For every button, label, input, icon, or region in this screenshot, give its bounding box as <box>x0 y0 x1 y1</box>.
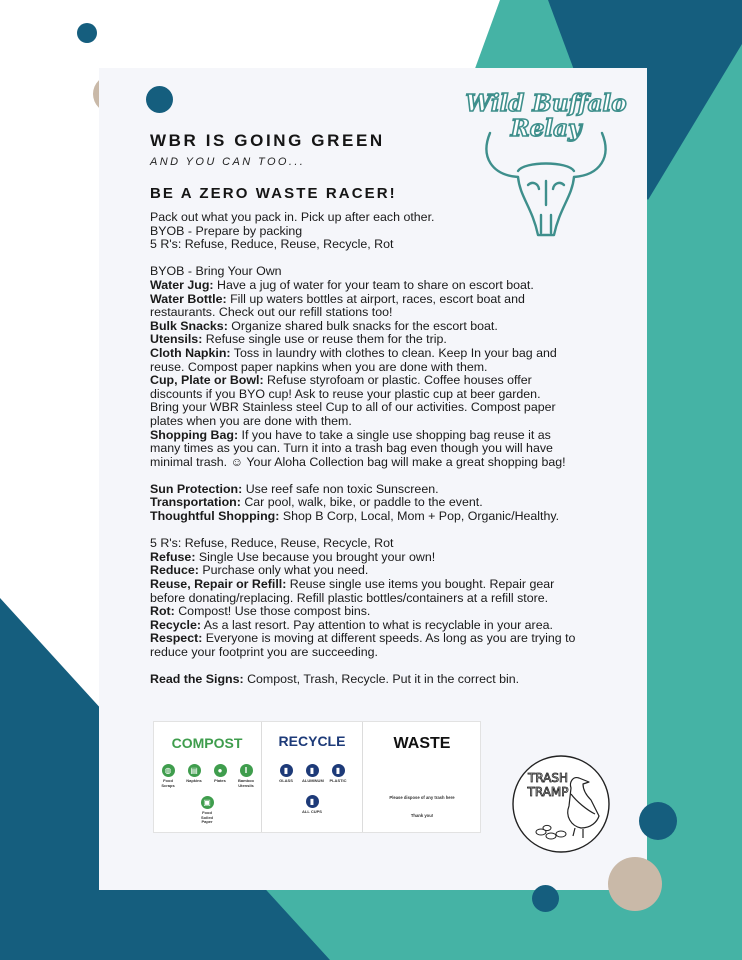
rs-item-reuse: Reuse, Repair or Refill: Reuse single use items you bought. Repair gear <box>150 577 555 592</box>
trash-tramp-logo <box>511 754 611 854</box>
byob-item-utensils: Utensils: Refuse single use or reuse them for the trip. <box>150 332 447 347</box>
decor-dot-navy-top <box>146 86 173 113</box>
byob-item-bulk-snacks: Bulk Snacks: Organize shared bulk snacks for the escort boat. <box>150 318 498 333</box>
logo-line2: Relay <box>510 115 582 142</box>
glass-bottle-icon: ▮ <box>280 764 293 777</box>
byob-heading: BYOB - Bring Your Own <box>150 264 282 279</box>
section-heading: BE A ZERO WASTE RACER! <box>150 185 397 202</box>
decor-dot-navy-bottom <box>639 802 677 840</box>
rs-heading: 5 R's: Refuse, Reduce, Reuse, Recycle, Rot <box>150 536 394 551</box>
byob-item-cup-plate-bowl: Cup, Plate or Bowl: Refuse styrofoam or plastic. Coffee houses offer <box>150 373 532 388</box>
decor-dot-navy-small-bottom <box>532 885 559 912</box>
trash-tramp-line1: TRASH <box>527 771 569 785</box>
intro-line: BYOB - Prepare by packing <box>150 223 303 238</box>
intro-line: Pack out what you pack in. Pick up after each other. <box>150 210 435 224</box>
decor-dot-tan-bottom <box>608 857 662 911</box>
food-scraps-icon: ◍ <box>162 764 175 777</box>
compost-title: COMPOST <box>171 735 243 751</box>
trash-tramp-line2: TRAMP <box>527 785 569 799</box>
waste-note: Please dispose of any trash here <box>389 795 455 800</box>
waste-title: WASTE <box>393 735 451 752</box>
aluminum-can-icon: ▮ <box>306 764 319 777</box>
byob-item-shopping-bag: Shopping Bag: If you have to take a single use shopping bag reuse it as <box>150 427 551 442</box>
waste-sign <box>362 722 481 832</box>
plastic-bottle-icon: ▮ <box>332 764 345 777</box>
recycle-sign: RECYCLE ▮ GLASS ▮ ALUMINUM ▮ PLASTIC ▮ ALL CUPS <box>261 722 362 832</box>
byob-item-water-jug: Water Jug: Have a jug of water for your team to share on escort boat. <box>150 277 534 292</box>
rs-item-respect: Respect: Everyone is moving at different speeds. As long as you are trying to <box>150 631 576 646</box>
intro-line: 5 R's: Refuse, Reduce, Reuse, Recycle, Rot <box>150 237 394 252</box>
rs-item-rot: Rot: Compost! Use those compost bins. <box>150 604 371 619</box>
bin-signage <box>153 721 481 833</box>
decor-dot-navy-small <box>77 23 97 43</box>
rs-item-reduce: Reduce: Purchase only what you need. <box>150 563 369 578</box>
utensils-icon: ‖ <box>240 764 253 777</box>
byob-item-water-bottle: Water Bottle: Fill up waters bottles at airport, races, escort boat and <box>150 291 525 306</box>
extra-transportation: Transportation: Car pool, walk, bike, or paddle to the event. <box>150 495 483 510</box>
extra-thoughtful-shopping: Thoughtful Shopping: Shop B Corp, Local, Mom + Pop, Organic/Healthy. <box>150 509 560 524</box>
cup-icon: ▮ <box>306 795 319 808</box>
plates-icon: ● <box>214 764 227 777</box>
food-soiled-paper-icon: ▣ <box>201 796 214 809</box>
compost-sign: COMPOST ◍ Food Scraps ▤ Napkins ● Plates ‖ Bamboo Utensils ▣ Food Soiled Paper <box>154 722 260 832</box>
rs-item-recycle: Recycle: As a last resort. Pay attention to what is recyclable in your area. <box>150 617 553 632</box>
rs-item-refuse: Refuse: Single Use because you brought your own! <box>150 549 436 564</box>
byob-item-cloth-napkin: Cloth Napkin: Toss in laundry with clothes to clean. Keep In your bag and <box>150 345 557 360</box>
page-title: WBR IS GOING GREEN <box>150 131 385 150</box>
recycle-title: RECYCLE <box>278 733 346 749</box>
napkins-icon: ▤ <box>188 764 201 777</box>
waste-thanks: Thank you! <box>410 813 434 818</box>
read-the-signs: Read the Signs: Compost, Trash, Recycle. Put it in the correct bin. <box>150 672 520 687</box>
page-subtitle: AND YOU CAN TOO... <box>150 156 306 168</box>
logo-line1: Wild Buffalo <box>465 90 627 117</box>
body-text: Pack out what you pack in. Pick up after each other. BYOB - Prepare by packing 5 R's: Refuse, Reduce, Reuse, Recycle, Rot BYOB - Bring Your Own Water Jug: Have a jug of water for your team to share on escort boat. Water Bottle: Fill up waters bottles at airport, races, escort boat and restaurants. Check out our refill stations too! Bulk Snacks: Organize shared bulk snacks for the escort boat. Utensils: Refuse single use or reuse them for the trip. Cloth Napkin: Toss in laundry with clothes to clean. Keep In your bag and reuse. Compost paper napkins when you are done with them. Cup, Plate or Bowl: Refuse styrofoam or plastic. Coffee houses offer discounts if you BYO cup! Ask to reuse your plastic cup at beer garden. Bring your WBR Stainless steel Cup to all of our activities. Compost paper plates when you are done with them. Shopping Bag: If you have to take a single use shopping bag reuse it as many times as you can. Turn it into a trash bag even though you will have minimal trash. ☺ Your Aloha Collection bag will make a great shopping bag! Sun Protection: Use reef safe non toxic Sunscreen. Transportation: Car pool, walk, bike, or paddle to the event. Thoughtful Shopping: Shop B Corp, Local, Mom + Pop, Organic/Healthy. 5 R's: Refuse, Reduce, Reuse, Recycle, Rot Refuse: Single Use because you brought your own! Reduce: Purchase only what you need. Reuse, Repair or Refill: Reuse single use items you bought. Repair gear before donating/replacing. Refill plastic bottles/containers at a refill store. Rot: Compost! Use those compost bins. Recycle: As a last resort. Pay attention to what is recyclable in your area. Respect: Everyone is moving at different speeds. As long as you are trying to reduce your footprint you are succeeding. Read the Signs: Compost, Trash, Recycle. Put it in the correct bin. <box>150 211 620 687</box>
extra-sun-protection: Sun Protection: Use reef safe non toxic Sunscreen. <box>150 481 439 496</box>
